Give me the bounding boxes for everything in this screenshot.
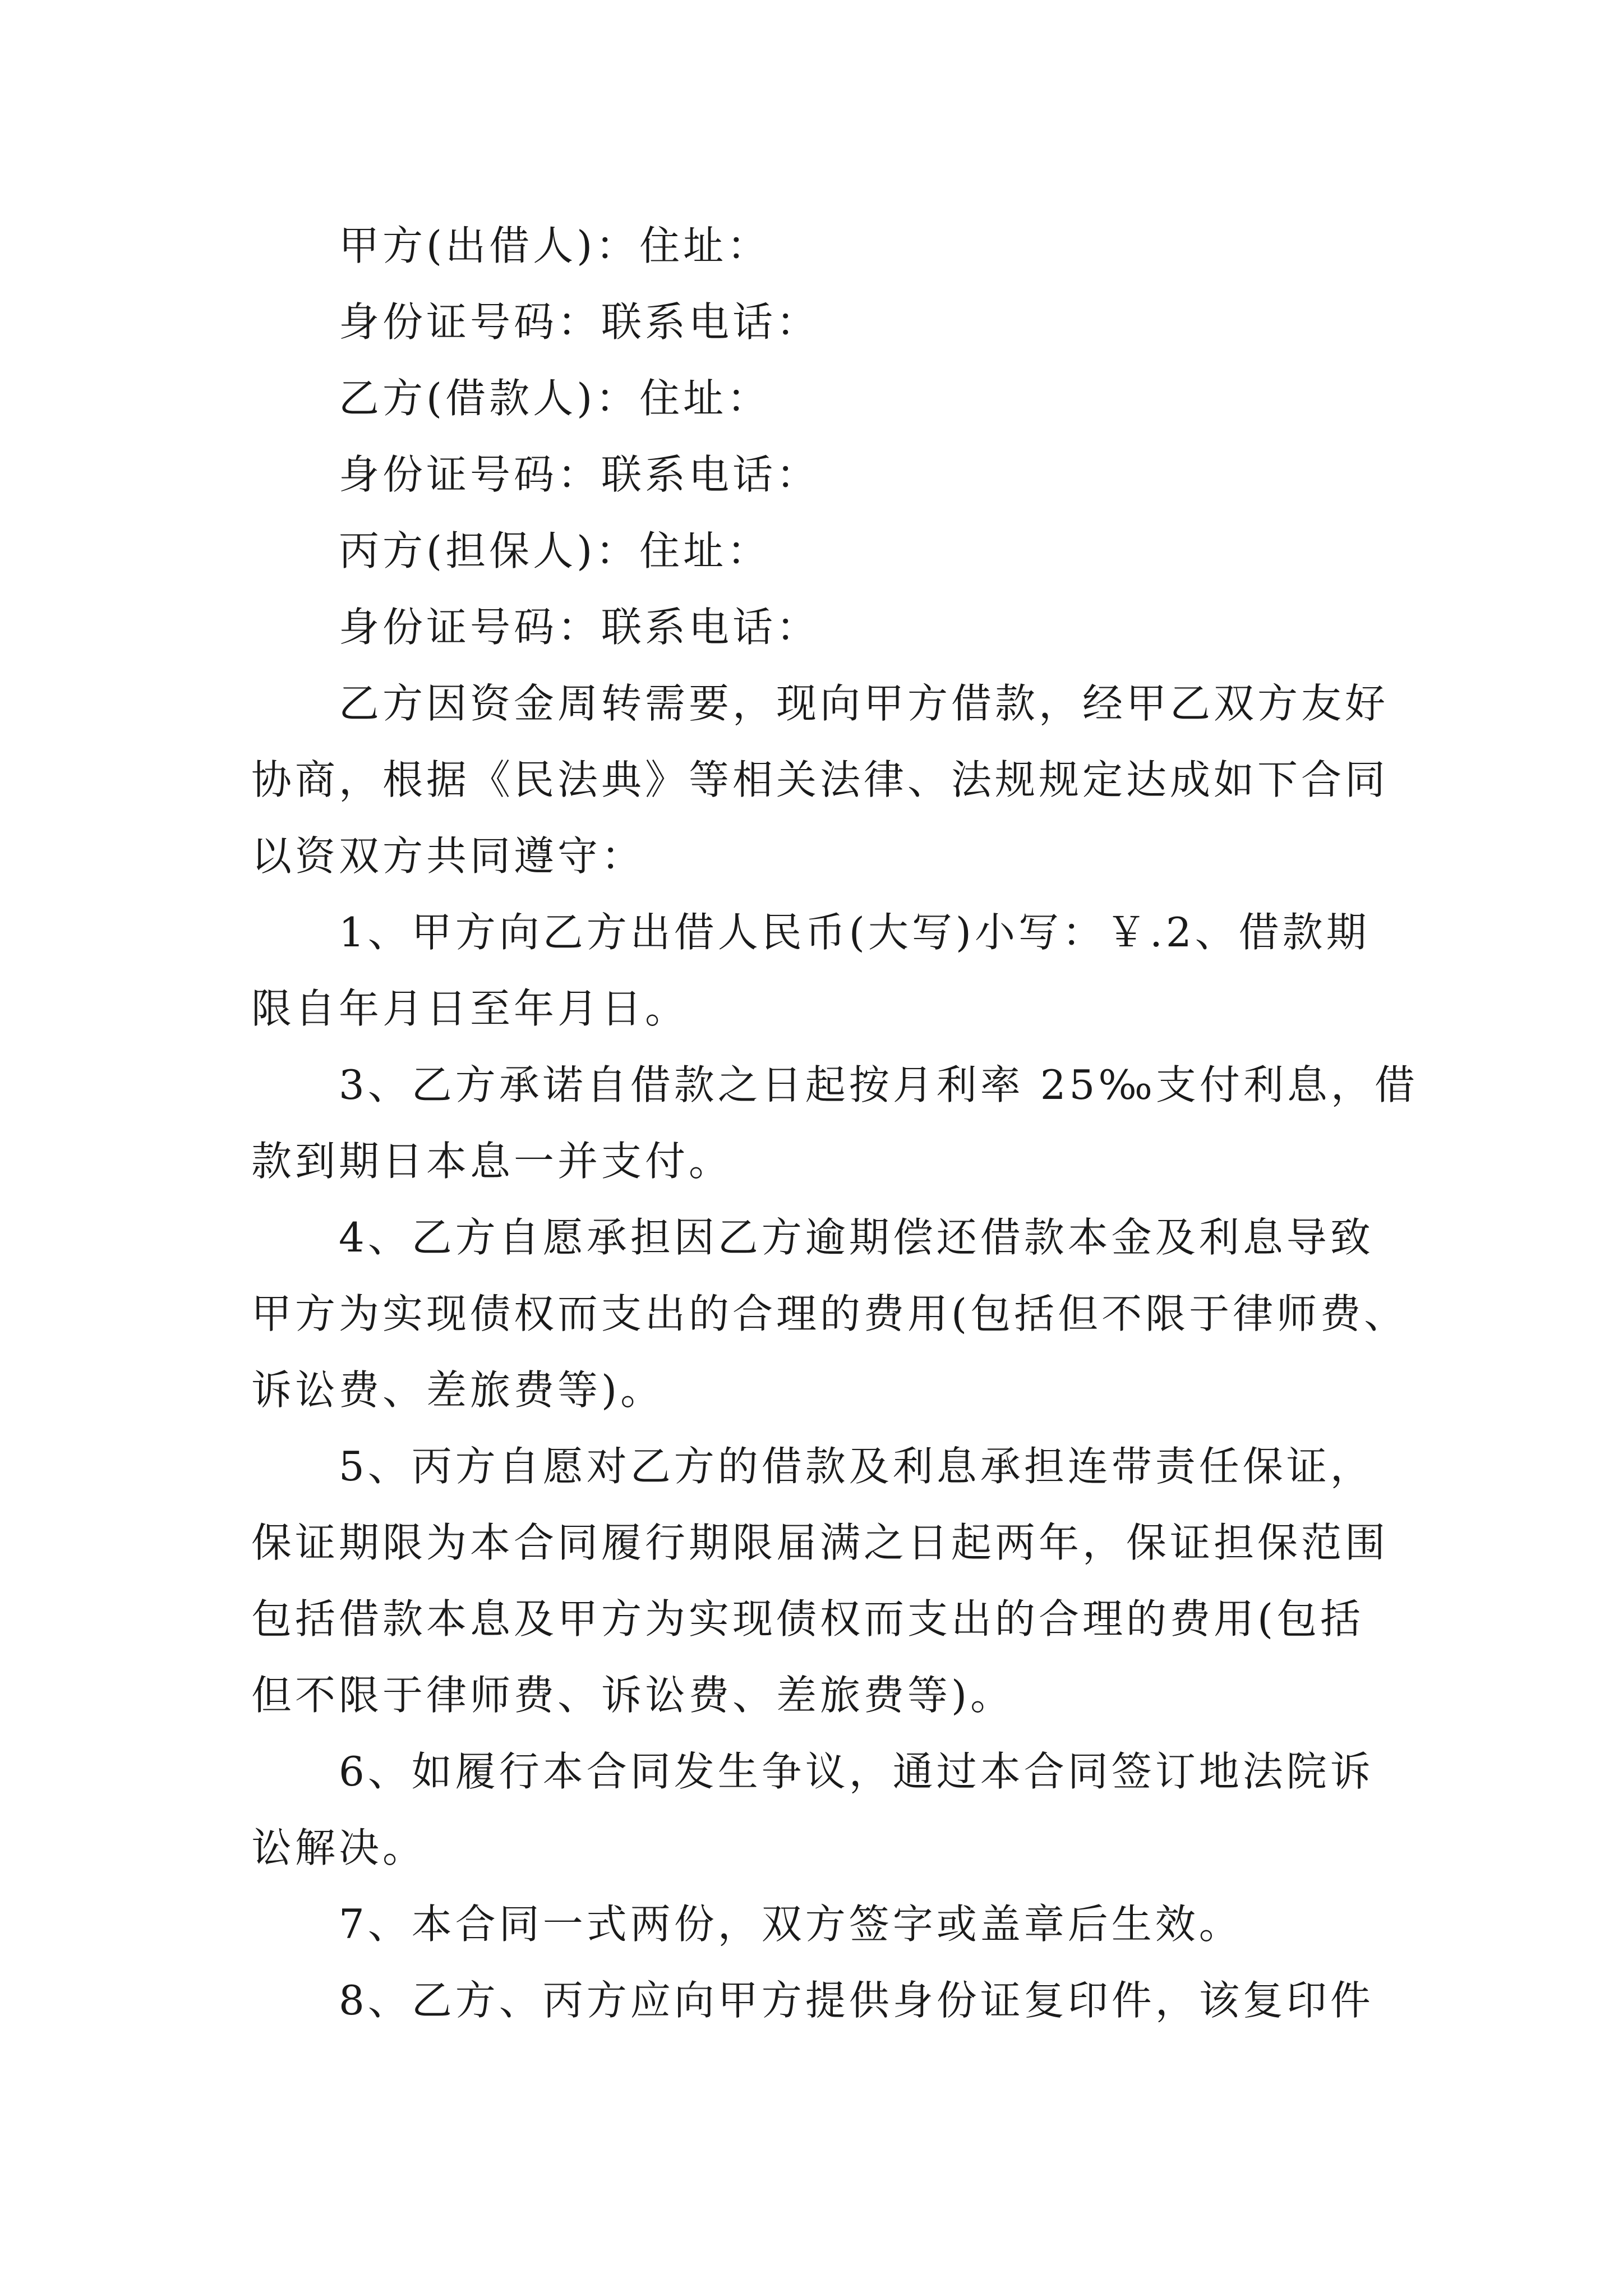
paragraph-line: 乙方因资金周转需要，现向甲方借款，经甲乙双方友好 [339, 680, 1389, 727]
paragraph-line: 6、如履行本合同发生争议，通过本合同签订地法院诉 [339, 1748, 1374, 1795]
paragraph-line: 3、乙方承诺自借款之日起按月利率 25‰支付利息，借 [339, 1061, 1418, 1108]
clause-3 [251, 1047, 1418, 1199]
paragraph-line: 甲方为实现债权而支出的合理的费用(包括但不限于律师费、 [251, 1290, 1408, 1337]
paragraph-line: 1、甲方向乙方出借人民币(大写)小写：￥.2、借款期 [339, 909, 1370, 956]
paragraph-line: 诉讼费、差旅费等)。 [251, 1366, 665, 1414]
paragraph-line: 7、本合同一式两份，双方签字或盖章后生效。 [339, 1901, 1243, 1948]
paragraph-line: 限自年月日至年月日。 [251, 985, 689, 1032]
clause-5 [251, 1428, 1389, 1733]
lender-field: 甲方(出借人)：住址： [339, 222, 771, 269]
paragraph-line: 但不限于律师费、诉讼费、差旅费等)。 [251, 1672, 1015, 1719]
clause-6 [251, 1733, 1373, 1886]
paragraph-line: 8、乙方、丙方应向甲方提供身份证复印件，该复印件 [339, 1977, 1374, 2024]
paragraph-line: 以资双方共同遵守： [251, 832, 645, 880]
paragraph-line: 4、乙方自愿承担因乙方逾期偿还借款本金及利息导致 [339, 1214, 1374, 1261]
clause-8 [251, 1962, 1373, 2039]
borrower-id-phone-field: 身份证号码：联系电话： [339, 451, 820, 498]
guarantor-field: 丙方(担保人)：住址： [339, 527, 771, 574]
paragraph-line: 包括借款本息及甲方为实现债权而支出的合理的费用(包括 [251, 1595, 1364, 1642]
paragraph-line: 讼解决。 [251, 1824, 427, 1871]
party-info-section [251, 208, 1373, 665]
paragraph-line: 保证期限为本合同履行期限届满之日起两年，保证担保范围 [251, 1519, 1389, 1566]
borrower-field: 乙方(借款人)：住址： [339, 375, 771, 422]
guarantor-id-phone-field: 身份证号码：联系电话： [339, 604, 820, 651]
paragraph-line: 协商，根据《民法典》等相关法律、法规规定达成如下合同 [251, 756, 1389, 803]
contract-page [251, 208, 1418, 2039]
paragraph-line: 款到期日本息一并支付。 [251, 1138, 733, 1185]
clause-1-2 [251, 894, 1373, 1047]
contract-body [251, 665, 1418, 2039]
clause-4 [251, 1199, 1408, 1428]
clause-7 [251, 1886, 1373, 1962]
lender-id-phone-field: 身份证号码：联系电话： [339, 298, 820, 346]
paragraph-line: 5、丙方自愿对乙方的借款及利息承担连带责任保证， [339, 1443, 1374, 1490]
preamble-paragraph [251, 665, 1389, 894]
